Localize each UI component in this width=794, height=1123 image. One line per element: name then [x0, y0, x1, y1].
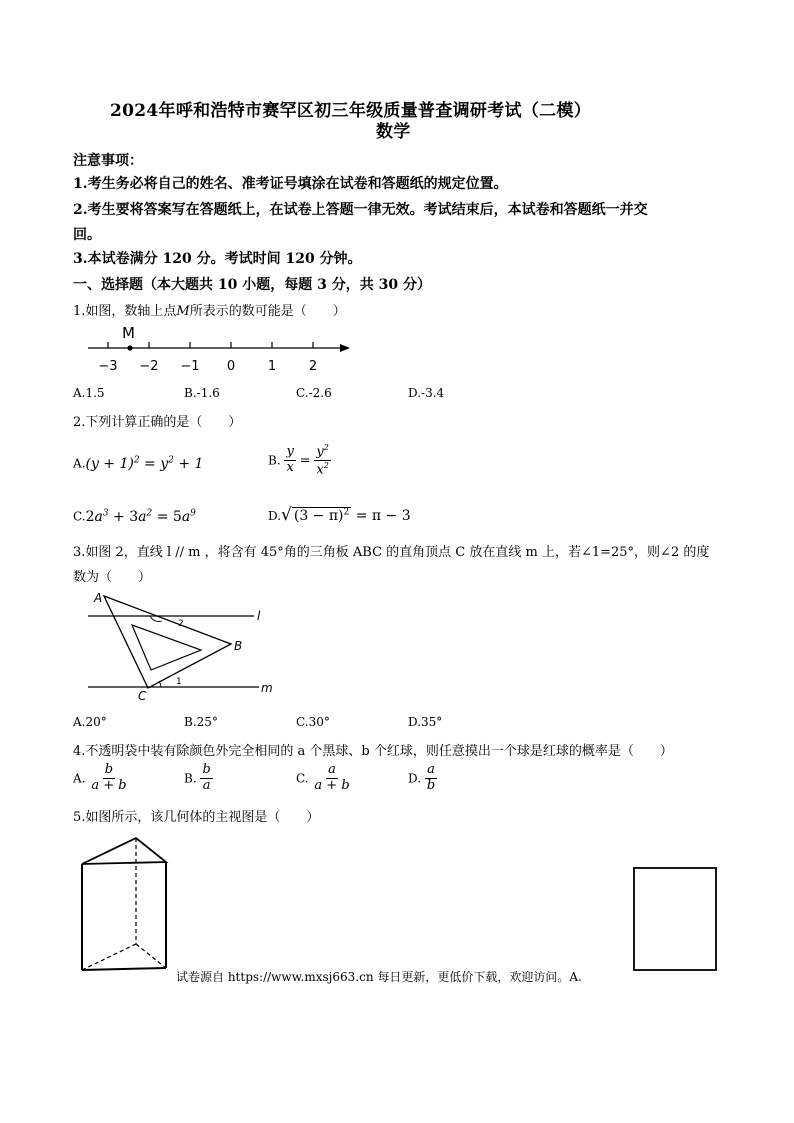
q2-option-c-label: C.	[73, 509, 86, 524]
tick-label-6: 2	[308, 359, 318, 374]
vertex-a-label: A	[94, 591, 103, 605]
q4-option-a-num: b	[104, 762, 114, 777]
q3-option-d: D.35°	[408, 715, 443, 729]
tick-label-3: −1	[180, 359, 200, 374]
q4-option-c-num: a	[328, 762, 336, 777]
q2-option-a	[73, 455, 203, 472]
q2-option-d-expr: √ $(3 - \pi)^2 = \pi - 3$	[281, 505, 411, 525]
q2-option-b-lhs: $\frac{y}{x}$	[286, 444, 294, 476]
q1-stem-part2: 所表示的数可能是（ ）	[189, 304, 346, 319]
q2-option-c-expr: $2a^3 + 3a^2 = 5a^9$	[85, 508, 196, 525]
q4-option-d-den: b	[426, 777, 436, 793]
tick-label-4: 0	[226, 359, 236, 374]
hidden-edge-left	[82, 944, 136, 970]
q1-number-line	[86, 320, 356, 380]
q2-option-b-label: B.	[268, 453, 281, 468]
q2-option-b-rhs: $\frac{y^2}{x^2}$	[316, 443, 329, 478]
triangle-outer	[104, 596, 231, 688]
q4-option-a-label: A.	[73, 771, 86, 786]
point-m-label: M	[122, 324, 135, 342]
q4-option-d-frac	[425, 763, 437, 794]
q3-option-c: C.30°	[296, 715, 330, 729]
q1-option-c: C.-2.6	[296, 386, 332, 400]
q4-stem: 4.不透明袋中装有除颜色外完全相同的 a 个黑球、b 个红球，则任意摸出一个球是红球的概率是（ ）	[73, 744, 673, 759]
q4-option-b-den: a	[202, 777, 211, 793]
tick-label-2: −2	[139, 359, 159, 374]
vertex-c-label: C	[138, 689, 147, 703]
q2-option-a-expr: $(y + 1)^2 = y^2 + 1$	[85, 455, 204, 472]
q3-option-a: A.20°	[73, 715, 107, 729]
tick-label-5: 1	[267, 359, 277, 374]
q4-option-c-den: a + b	[314, 777, 350, 793]
q4-option-a-frac	[89, 763, 128, 794]
q2-option-c	[73, 508, 196, 525]
line-l-label: l	[257, 609, 261, 623]
q4-option-d	[408, 763, 437, 794]
note-item-2: 2.考生要将答案写在答题纸上，在试卷上答题一律无效。考试结束后，本试卷和答题纸一并交	[73, 202, 648, 218]
q4-option-d-label: D.	[408, 771, 422, 786]
q3-option-b: B.25°	[184, 715, 218, 729]
q1-option-b: B.-1.6	[184, 386, 220, 400]
tick-label-1: −3	[98, 359, 118, 374]
q5-stem: 5.如图所示，该几何体的主视图是（ ）	[73, 810, 320, 825]
q2-option-d-label: D.	[268, 509, 282, 523]
q5-answer-figure	[632, 866, 720, 974]
note-item-3: 3.本试卷满分 120 分。考试时间 120 分钟。	[73, 251, 362, 267]
subject-title: 数学	[376, 122, 411, 142]
note-item-2-cont: 回。	[73, 227, 101, 243]
angle-2-label: 2	[178, 619, 184, 629]
q4-option-c	[296, 763, 352, 794]
q2-option-d	[268, 505, 411, 525]
line-m-label: m	[261, 681, 273, 695]
q1-stem	[73, 300, 346, 319]
q2-option-a-label: A.	[73, 456, 86, 471]
q1-option-a: A.1.5	[73, 386, 105, 400]
q2-option-b: B. $\frac{y}{x}$ = $\frac{y^2}{x^2}$	[268, 443, 329, 478]
q4-option-b-label: B.	[184, 771, 197, 786]
q4-option-a	[73, 763, 129, 794]
q4-option-b-num: b	[202, 762, 211, 777]
q4-option-b-frac	[200, 763, 212, 794]
q2-stem: 2.下列计算正确的是（ ）	[73, 415, 242, 430]
q4-option-b	[184, 763, 213, 794]
note-item-1: 1.考生务必将自己的姓名、准考证号填涂在试卷和答题纸的规定位置。	[73, 176, 508, 192]
triangle-inner	[132, 625, 201, 670]
point-m-dot	[127, 345, 132, 350]
q3-stem-line2: 数为（ ）	[73, 570, 152, 585]
q1-stem-part1: 1.如图，数轴上点	[73, 304, 177, 319]
prism-top-face	[82, 838, 166, 864]
footer-watermark: 试卷源自 https://www.mxsj663.cn 每日更新，更低价下载，欢迎访问。A.	[176, 970, 582, 984]
q4-option-c-label: C.	[296, 771, 309, 786]
hidden-edge-right	[136, 944, 166, 968]
q4-option-d-num: a	[427, 762, 435, 777]
angle-1-label: 1	[176, 677, 182, 687]
exam-title: 2024年呼和浩特市赛罕区初三年级质量普查调研考试（二模）	[110, 101, 592, 121]
notes-heading: 注意事项：	[73, 153, 143, 169]
q1-stem-var: M	[176, 304, 190, 319]
q4-option-a-den: a + b	[91, 777, 127, 793]
section-heading: 一、选择题（本大题共 10 小题，每题 3 分，共 30 分）	[73, 277, 431, 293]
q1-option-d: D.-3.4	[408, 386, 445, 400]
vertex-b-label: B	[234, 639, 243, 653]
q3-figure	[84, 586, 284, 706]
q5-prism-figure	[76, 832, 176, 977]
q3-stem-line1: 3.如图 2，直线 l // m ，将含有 45°角的三角板 ABC 的直角顶点 C 放在直线 m 上，若∠1=25°，则∠2 的度	[73, 545, 710, 560]
q4-option-c-frac	[312, 763, 351, 794]
